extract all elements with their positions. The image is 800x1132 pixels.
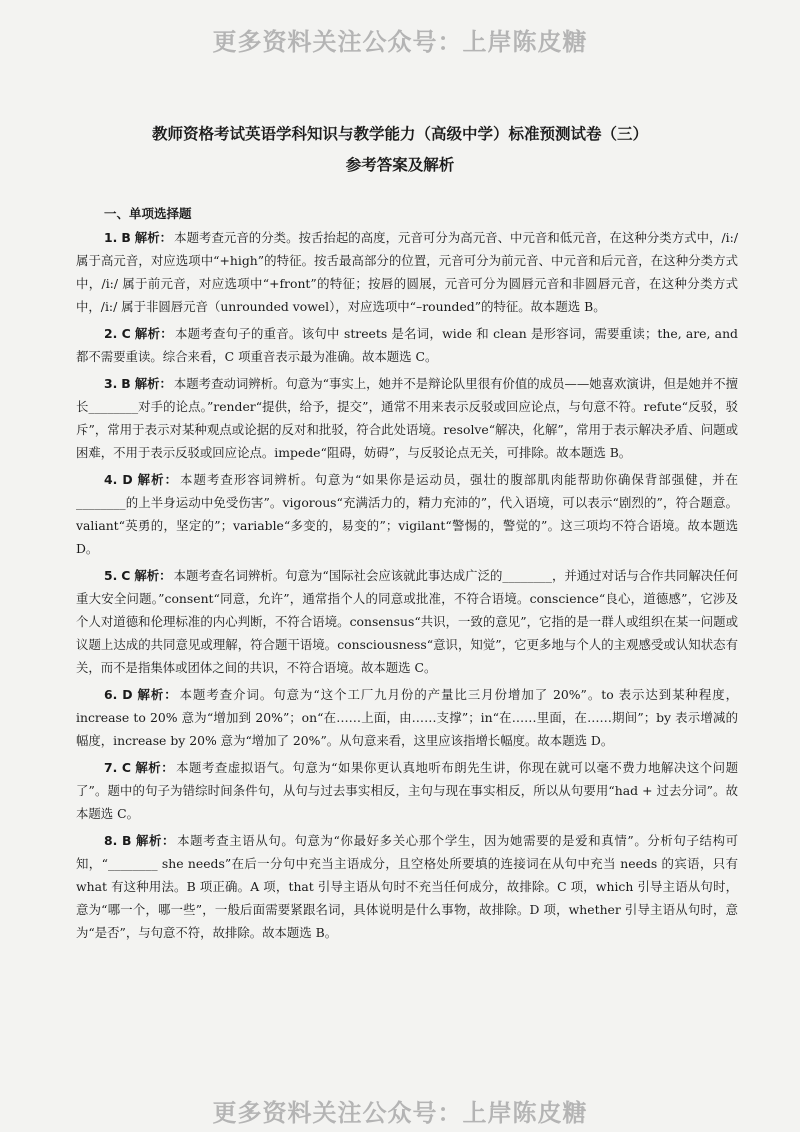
answer-letter: C xyxy=(121,326,131,341)
analysis-label: 解析： xyxy=(134,230,173,245)
section-heading: 一、单项选择题 xyxy=(104,206,192,221)
question-number: 8. xyxy=(104,833,118,848)
answer-letter: D xyxy=(122,687,133,702)
answer-letter: C xyxy=(121,568,131,583)
analysis-text: 本题考查元音的分类。按舌抬起的高度，元音可分为高元音、中元音和低元音，在这种分类方式中，/i:/ 属于高元音，对应选项中“+high”的特征。按舌最高部分的位置，元音可分为前元音、中元音和后元音，在这种分类方式中，/i:/ 属于前元音，对应选项中“+front”的特征；按唇的圆展，元音可分为圆唇元音和非圆唇元音，在这种分类方式中，/i:/ 属于非圆唇元音（unrounded vowel），对应选项中“–rounded”的特征。故本题选 B。 xyxy=(76,230,738,314)
watermark-top: 更多资料关注公众号：上岸陈皮糖 xyxy=(212,28,588,56)
question-number: 2. xyxy=(104,326,118,341)
analysis-label: 解析： xyxy=(137,472,179,487)
analysis-label: 解析： xyxy=(135,833,176,848)
document-title: 教师资格考试英语学科知识与教学能力（高级中学）标准预测试卷（三） xyxy=(151,125,648,143)
answer-item-6 xyxy=(76,683,738,752)
answer-item-4 xyxy=(76,468,738,560)
analysis-label: 解析： xyxy=(134,326,173,341)
analysis-text: 本题考查虚拟语气。句意为“如果你更认真地听布朗先生讲，你现在就可以毫不费力地解决这个问题了”。题中的句子为错综时间条件句，从句与过去事实相反，主句与现在事实相反，所以从句要用“had + 过去分词”。故本题选 C。 xyxy=(76,760,738,821)
analysis-text: 本题考查句子的重音。该句中 streets 是名词，wide 和 clean 是形容词，需要重读；the, are, and 都不需要重读。综合来看，C 项重音表示最为准确。故本题选 C。 xyxy=(76,326,738,364)
analysis-text: 本题考查动词辨析。句意为“事实上，她并不是辩论队里很有价值的成员——她喜欢演讲，但是她并不擅长________对手的论点。”render“提供，给予，提交”，通常不用来表示反驳或回应论点，与句意不符。refute“反驳，驳斥”，常用于表示对某种观点或论据的反对和批驳，符合此处语境。resolve“解决，化解”，常用于表示解决矛盾、问题或困难，不用于表示反驳或回应论点。impede“阻碍，妨碍”，与反驳论点无关，可排除。故本题选 B。 xyxy=(76,376,738,460)
question-number: 5. xyxy=(104,568,118,583)
question-number: 1. xyxy=(104,230,118,245)
answer-letter: C xyxy=(121,760,131,775)
document-subtitle: 参考答案及解析 xyxy=(345,156,455,174)
question-number: 4. xyxy=(104,472,118,487)
answer-letter: B xyxy=(121,376,131,391)
analysis-label: 解析： xyxy=(137,687,178,702)
answer-list xyxy=(76,226,738,948)
answer-letter: B xyxy=(121,833,132,848)
analysis-text: 本题考查主语从句。句意为“你最好多关心那个学生，因为她需要的是爱和真情”。分析句子结构可知，“________ she needs”在后一分句中充当主语成分，且空格处所要填的连接词在从句中充当 needs 的宾语，只有 what 有这种用法。B 项正确。A 项，that 引导主语从句时不充当任何成分，故排除。C 项，which 引导主语从句时，意为“哪一个，哪一些”，一般后面需要紧跟名词，具体说明是什么事物，故排除。D 项，whether 引导主语从句时，意为“是否”，与句意不符，故排除。故本题选 B。 xyxy=(76,833,738,940)
analysis-text: 本题考查介词。句意为“这个工厂九月份的产量比三月份增加了 20%”。to 表示达到某种程度，increase to 20% 意为“增加到 20%”；on“在……上面，由……支撑”；in“在……里面，在……期间”；by 表示增减的幅度，increase by 20% 意为“增加了 20%”。从句意来看，这里应该指增长幅度。故本题选 D。 xyxy=(76,687,738,748)
answer-item-8 xyxy=(76,829,738,944)
question-number: 6. xyxy=(104,687,118,702)
answer-item-5 xyxy=(76,564,738,679)
analysis-text: 本题考查名词辨析。句意为“国际社会应该就此事达成广泛的________，并通过对话与合作共同解决任何重大安全问题。”consent“同意，允许”，通常指个人的同意或批准，不符合语境。conscience“良心，道德感”，它涉及个人对道德和伦理标准的内心判断，不符合语境。consensus“共识，一致的意见”，它指的是一群人或组织在某一问题或议题上达成的共同意见或理解，符合题干语境。consciousness“意识，知觉”，它更多地与个人的主观感受或认知状态有关，而不是指集体或团体之间的共识，不符合语境。故本题选 C。 xyxy=(76,568,738,675)
analysis-label: 解析： xyxy=(134,568,172,583)
answer-letter: B xyxy=(121,230,131,245)
answer-item-1 xyxy=(76,226,738,318)
answer-item-7 xyxy=(76,756,738,825)
analysis-text: 本题考查形容词辨析。句意为“如果你是运动员，强壮的腹部肌肉能帮助你确保背部强健，并在________的上半身运动中免受伤害”。vigorous“充满活力的，精力充沛的”，代入语境，可以表示“剧烈的”，符合题意。valiant“英勇的，坚定的”；variable“多变的，易变的”；vigilant“警惕的，警觉的”。这三项均不符合语境。故本题选 D。 xyxy=(76,472,739,556)
watermark-bottom: 更多资料关注公众号：上岸陈皮糖 xyxy=(212,1099,588,1127)
analysis-label: 解析： xyxy=(135,760,175,775)
answer-item-2 xyxy=(76,322,738,368)
answer-letter: D xyxy=(122,472,133,487)
question-number: 3. xyxy=(104,376,118,391)
analysis-label: 解析： xyxy=(134,376,172,391)
question-number: 7. xyxy=(104,760,118,775)
answer-item-3 xyxy=(76,372,738,464)
